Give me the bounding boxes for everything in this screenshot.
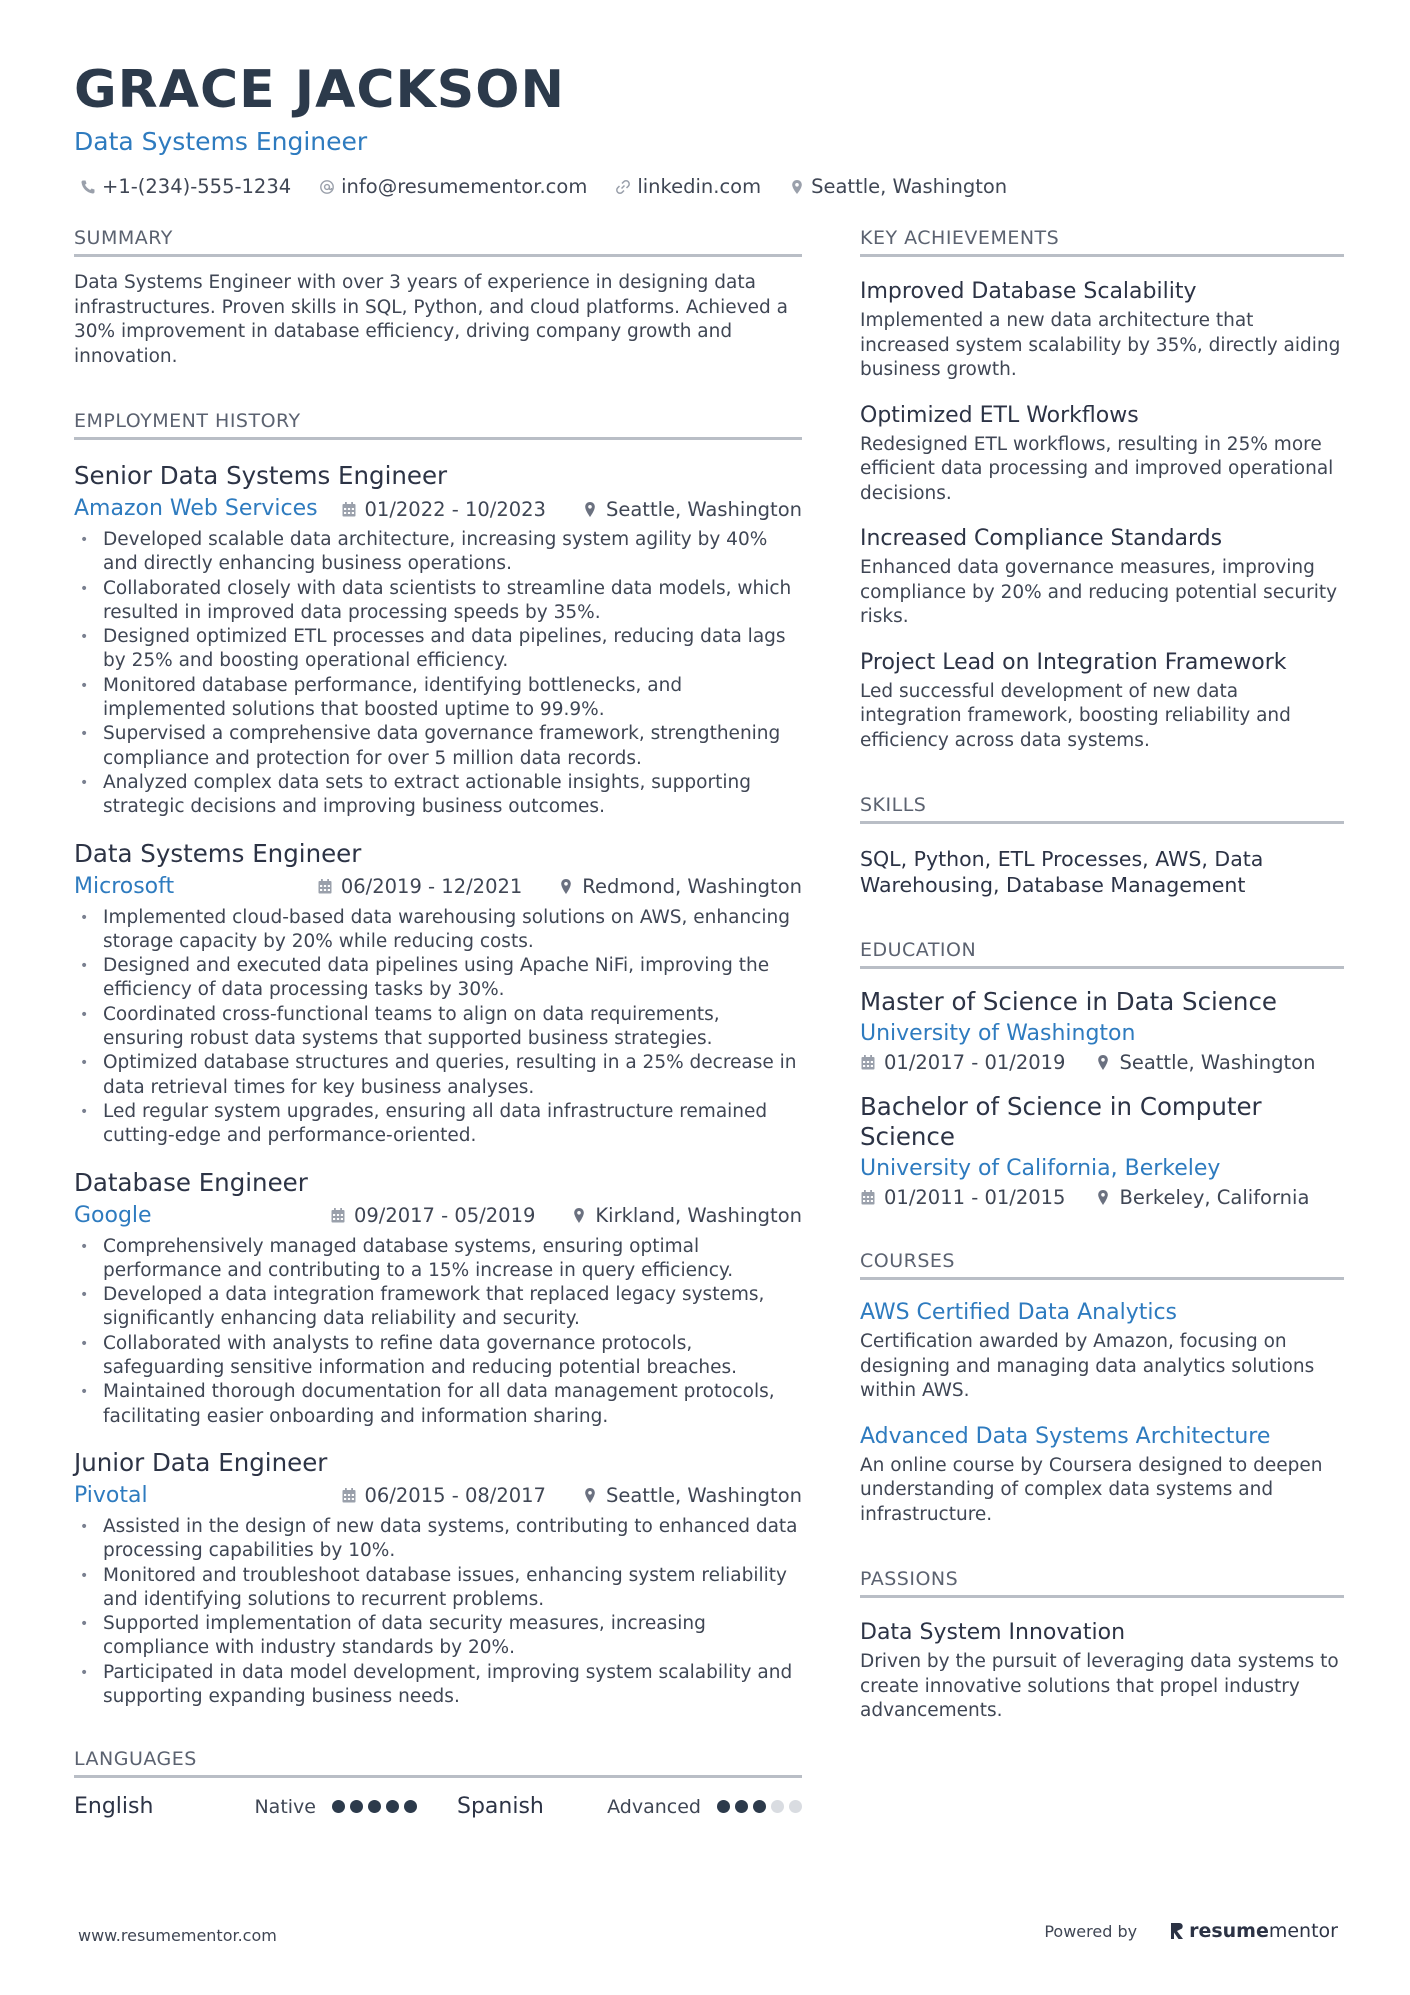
rating-dot — [350, 1800, 363, 1813]
language-list — [74, 1794, 802, 1819]
employment-heading: EMPLOYMENT HISTORY — [74, 409, 802, 440]
job-dates — [341, 498, 546, 521]
education-location — [1095, 1186, 1309, 1209]
achievement-item — [860, 401, 1344, 507]
location-pin-icon — [1095, 1189, 1111, 1206]
job-bullet: • Developed scalable data architecture, increasing system agility by 40% and directly enhancing business operations. — [74, 528, 802, 577]
education-school: University of Washington — [860, 1021, 1136, 1046]
left-column — [74, 226, 802, 1819]
job-location — [582, 498, 802, 521]
course-title: Advanced Data Systems Architecture — [860, 1423, 1271, 1449]
job-dates-text: 06/2015 - 08/2017 — [364, 1484, 546, 1508]
passion-text: Driven by the pursuit of leveraging data systems to create innovative solutions that propel industry advancements. — [860, 1651, 1339, 1721]
skills-text: SQL, Python, ETL Processes, AWS, Data Warehousing, Database Management — [860, 847, 1264, 897]
calendar-icon — [330, 1207, 346, 1224]
brand-logo[interactable] — [1169, 1920, 1338, 1942]
job-company: Google — [74, 1202, 152, 1228]
rating-dot — [717, 1800, 730, 1813]
job-bullets — [74, 1235, 802, 1429]
achievement-text: Redesigned ETL workflows, resulting in 25% more efficient data processing and improved operational decisions. — [860, 433, 1334, 504]
job-company: Amazon Web Services — [74, 496, 318, 521]
achievement-list — [860, 277, 1344, 753]
job-bullets — [74, 906, 802, 1149]
achievements-heading: KEY ACHIEVEMENTS — [860, 226, 1344, 257]
location-pin-icon — [571, 1207, 587, 1224]
rating-dot — [753, 1800, 766, 1813]
job-bullet: • Designed and executed data pipelines using Apache NiFi, improving the efficiency of data processing tasks by 30%. — [74, 954, 802, 1003]
achievement-title: Optimized ETL Workflows — [860, 402, 1139, 428]
course-item — [860, 1422, 1344, 1528]
education-dates-text: 01/2017 - 01/2019 — [884, 1051, 1066, 1074]
skills-heading: SKILLS — [860, 793, 1344, 824]
passions-heading: PASSIONS — [860, 1567, 1344, 1598]
language-rating — [717, 1800, 802, 1813]
at-icon — [319, 179, 335, 195]
job-bullet: • Participated in data model development, improving system scalability and supporting expanding business needs. — [74, 1661, 802, 1710]
job-company: Pivotal — [74, 1482, 148, 1508]
passion-title: Data System Innovation — [860, 1620, 1126, 1645]
resume-header — [74, 58, 1344, 200]
brand-bold-text: resume — [1189, 1920, 1269, 1942]
job-list — [74, 460, 802, 1709]
job-meta — [74, 1481, 802, 1511]
achievements-section — [860, 226, 1344, 753]
education-dates-text: 01/2011 - 01/2015 — [884, 1186, 1066, 1209]
skills-section — [860, 793, 1344, 898]
education-heading: EDUCATION — [860, 938, 1344, 969]
location-pin-icon — [789, 179, 805, 195]
education-item — [860, 1092, 1344, 1209]
linkedin-text: linkedin.com — [637, 175, 762, 198]
contact-bar — [80, 174, 1344, 200]
job-meta — [74, 1201, 802, 1231]
job-entry — [74, 838, 802, 1149]
phone-icon — [80, 179, 96, 195]
education-location-text: Berkeley, California — [1119, 1186, 1310, 1209]
courses-heading: COURSES — [860, 1249, 1344, 1280]
courses-section — [860, 1249, 1344, 1527]
job-dates — [317, 875, 522, 898]
calendar-icon — [860, 1189, 876, 1206]
rating-dot — [771, 1800, 784, 1813]
job-dates — [341, 1484, 546, 1507]
job-bullet: • Coordinated cross-functional teams to align on data requirements, ensuring robust data systems that supported business strategies. — [74, 1003, 802, 1052]
job-bullets — [74, 528, 802, 820]
education-dates — [860, 1186, 1065, 1209]
language-level: Native — [254, 1795, 316, 1818]
achievement-title: Increased Compliance Standards — [860, 526, 1223, 551]
powered-by-label: Powered by — [1044, 1921, 1138, 1941]
candidate-name: GRACE JACKSON — [74, 60, 565, 120]
education-dates — [860, 1051, 1065, 1074]
job-location-text: Kirkland, Washington — [595, 1204, 802, 1228]
job-bullet: • Implemented cloud-based data warehousing solutions on AWS, enhancing storage capacity by 20% while reducing costs. — [74, 906, 802, 955]
languages-heading: LANGUAGES — [74, 1747, 802, 1778]
calendar-icon — [317, 878, 333, 895]
employment-section — [74, 409, 802, 1709]
job-bullet: • Maintained thorough documentation for all data management protocols, facilitating easier onboarding and information sharing. — [74, 1380, 802, 1429]
job-bullet: • Monitored database performance, identifying bottlenecks, and implemented solutions that boosted uptime to 99.9%. — [74, 674, 802, 723]
rating-dot — [404, 1800, 417, 1813]
job-meta — [74, 872, 802, 902]
job-bullet: • Monitored and troubleshoot database issues, enhancing system reliability and identifying solutions to recurrent problems. — [74, 1564, 802, 1613]
job-meta — [74, 494, 802, 524]
job-entry — [74, 1447, 802, 1709]
location-pin-icon — [1095, 1054, 1111, 1071]
education-school: University of California, Berkeley — [860, 1156, 1221, 1181]
job-bullet: • Analyzed complex data sets to extract actionable insights, supporting strategic decisions and improving business outcomes. — [74, 771, 802, 820]
education-degree: Bachelor of Science in Computer Science — [860, 1092, 1262, 1151]
brand-rest-text: mentor — [1268, 1920, 1338, 1942]
link-icon — [615, 179, 631, 195]
education-location-text: Seattle, Washington — [1119, 1051, 1316, 1074]
education-degree: Master of Science in Data Science — [860, 987, 1278, 1016]
phone-text: +1-(234)-555-1234 — [102, 175, 292, 198]
language-item — [457, 1794, 802, 1819]
education-list — [860, 987, 1344, 1209]
rating-dot — [735, 1800, 748, 1813]
course-item — [860, 1298, 1344, 1404]
job-bullet: • Comprehensively managed database systems, ensuring optimal performance and contributing to a 15% increase in query efficiency. — [74, 1235, 802, 1284]
location-pin-icon — [558, 878, 574, 895]
job-meta-right — [341, 1484, 802, 1507]
course-list — [860, 1298, 1344, 1527]
job-company: Microsoft — [74, 873, 175, 899]
course-text: An online course by Coursera designed to deepen understanding of complex data systems and infrastructure. — [860, 1454, 1323, 1525]
education-meta — [860, 1051, 1344, 1074]
passion-item — [860, 1618, 1344, 1724]
job-title: Database Engineer — [74, 1167, 308, 1197]
job-bullet: • Supervised a comprehensive data governance framework, strengthening compliance and protection for over 5 million data records. — [74, 722, 802, 771]
language-item — [74, 1794, 457, 1819]
job-dates-text: 06/2019 - 12/2021 — [340, 875, 523, 899]
language-level: Advanced — [607, 1795, 701, 1818]
location-text: Seattle, Washington — [811, 175, 1008, 198]
job-bullet: • Collaborated closely with data scientists to streamline data models, which resulted in improved data processing speeds by 35%. — [74, 577, 802, 626]
job-entry — [74, 460, 802, 820]
job-dates-text: 09/2017 - 05/2019 — [353, 1204, 536, 1228]
footer-branding — [1044, 1920, 1338, 1942]
location-pin-icon — [582, 501, 598, 518]
rating-dot — [789, 1800, 802, 1813]
job-location — [571, 1204, 802, 1227]
job-location-text: Seattle, Washington — [605, 497, 802, 521]
job-bullet: • Supported implementation of data security measures, increasing compliance with industry standards by 20%. — [74, 1612, 802, 1661]
education-meta — [860, 1186, 1344, 1209]
rating-dot — [332, 1800, 345, 1813]
education-item — [860, 987, 1344, 1074]
calendar-icon — [341, 501, 357, 518]
contact-linkedin[interactable] — [615, 174, 761, 200]
candidate-title: Data Systems Engineer — [74, 127, 368, 156]
language-name: English — [74, 1794, 154, 1820]
job-bullet: • Assisted in the design of new data systems, contributing to enhanced data processing capabilities by 10%. — [74, 1515, 802, 1564]
job-location — [582, 1484, 802, 1507]
job-dates-text: 01/2022 - 10/2023 — [364, 497, 546, 521]
passion-list — [860, 1618, 1344, 1724]
achievement-item — [860, 524, 1344, 630]
language-rating — [332, 1800, 417, 1813]
achievement-title: Improved Database Scalability — [860, 279, 1197, 304]
job-meta-right — [317, 875, 802, 898]
achievement-item — [860, 277, 1344, 383]
location-pin-icon — [582, 1487, 598, 1504]
achievement-item — [860, 648, 1344, 754]
rating-dot — [368, 1800, 381, 1813]
brand-logo-icon — [1169, 1921, 1185, 1941]
email-text: info@resumementor.com — [341, 175, 588, 198]
calendar-icon — [341, 1487, 357, 1504]
course-text: Certification awarded by Amazon, focusing on designing and managing data analytics solutions within AWS. — [860, 1331, 1315, 1401]
job-title: Data Systems Engineer — [74, 838, 362, 868]
job-meta-right — [330, 1204, 802, 1227]
languages-section — [74, 1747, 802, 1819]
job-title: Senior Data Systems Engineer — [74, 461, 448, 490]
job-bullet: • Collaborated with analysts to refine data governance protocols, safeguarding sensitive information and reducing potential breaches. — [74, 1332, 802, 1381]
achievement-text: Enhanced data governance measures, improving compliance by 20% and reducing potential security risks. — [860, 557, 1338, 627]
job-bullet: • Developed a data integration framework that replaced legacy systems, significantly enhancing data reliability and security. — [74, 1283, 802, 1332]
achievement-text: Led successful development of new data integration framework, boosting reliability and efficiency across data systems. — [860, 680, 1291, 751]
contact-location — [789, 174, 1007, 200]
job-location — [558, 875, 802, 898]
footer-website[interactable]: www.resumementor.com — [78, 1926, 277, 1945]
contact-email[interactable] — [319, 174, 587, 200]
education-section — [860, 938, 1344, 1209]
achievement-text: Implemented a new data architecture that increased system scalability by 35%, directly aiding business growth. — [860, 310, 1341, 380]
calendar-icon — [860, 1054, 876, 1071]
job-bullet: • Optimized database structures and queries, resulting in a 25% decrease in data retrieval times for key business analyses. — [74, 1051, 802, 1100]
summary-heading: SUMMARY — [74, 226, 802, 257]
course-title: AWS Certified Data Analytics — [860, 1300, 1178, 1325]
language-name: Spanish — [457, 1794, 544, 1820]
job-dates — [330, 1204, 535, 1227]
achievement-title: Project Lead on Integration Framework — [860, 649, 1287, 675]
job-location-text: Seattle, Washington — [605, 1484, 802, 1508]
education-location — [1095, 1051, 1315, 1074]
summary-section — [74, 226, 802, 369]
job-meta-right — [341, 498, 802, 521]
job-bullets — [74, 1515, 802, 1709]
summary-text: Data Systems Engineer with over 3 years of experience in designing data infrastructures. Proven skills in SQL, Python, and cloud platforms. Achieved a 30% improvement in database efficiency, driving company growth and innovation. — [74, 272, 788, 367]
contact-phone[interactable] — [80, 174, 291, 200]
job-location-text: Redmond, Washington — [582, 875, 802, 899]
job-title: Junior Data Engineer — [74, 1447, 328, 1477]
rating-dot — [386, 1800, 399, 1813]
job-entry — [74, 1167, 802, 1429]
job-bullet: • Designed optimized ETL processes and data pipelines, reducing data lags by 25% and boosting operational efficiency. — [74, 625, 802, 674]
passions-section — [860, 1567, 1344, 1724]
right-column — [860, 226, 1344, 1724]
job-bullet: • Led regular system upgrades, ensuring all data infrastructure remained cutting-edge and performance-oriented. — [74, 1100, 802, 1149]
